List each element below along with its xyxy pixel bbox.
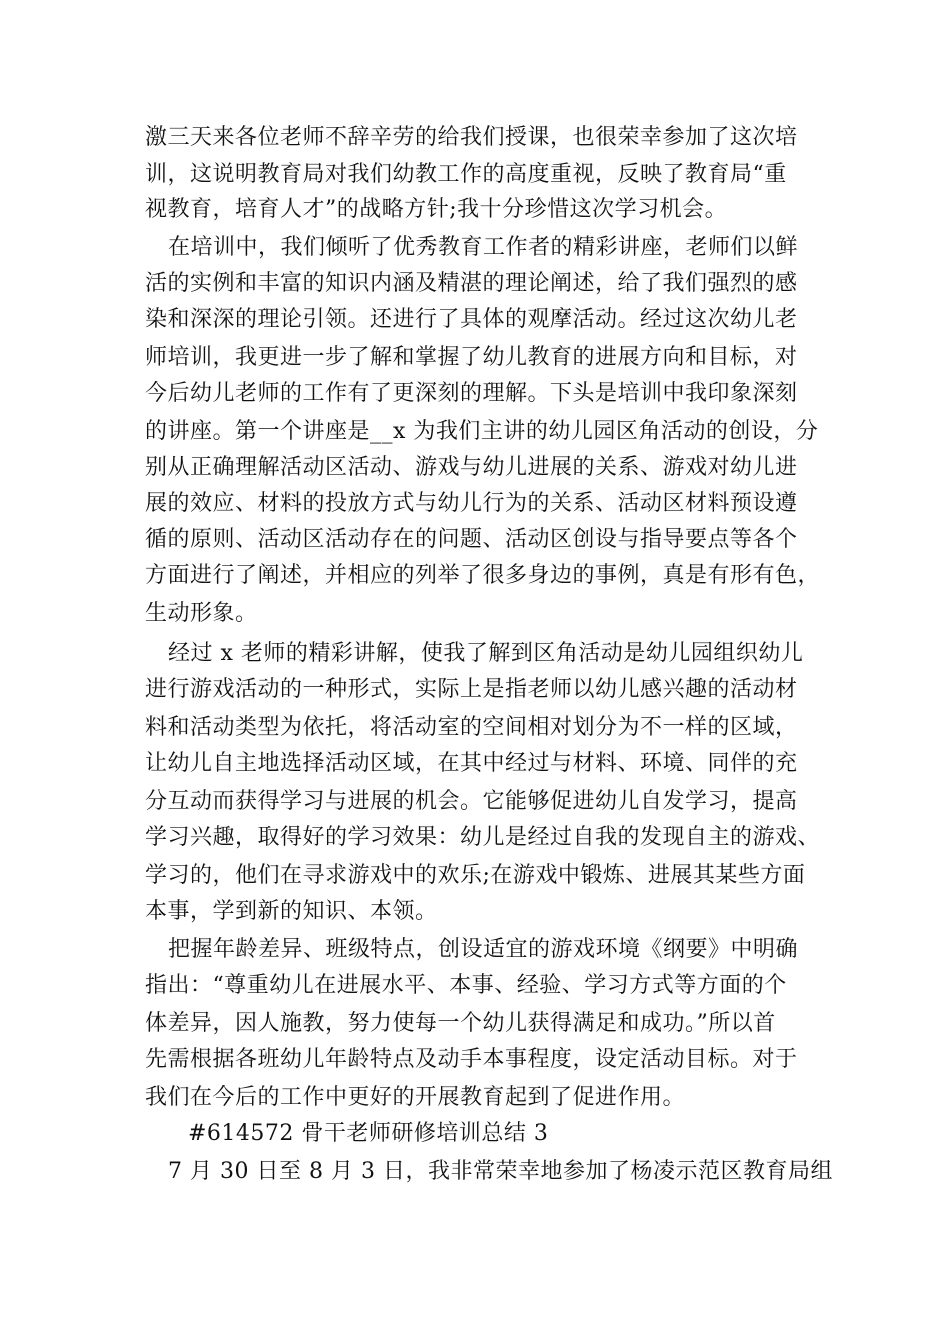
body-text-line: 展的效应、材料的投放方式与幼儿行为的关系、活动区材料预设遵 — [145, 491, 798, 516]
section-heading: #614572 骨干老师研修培训总结 3 — [188, 1121, 549, 1146]
body-text-line: 本事，学到新的知识、本领。 — [145, 899, 438, 924]
body-text-line: 先需根据各班幼儿年龄特点及动手本事程度，设定活动目标。对于 — [145, 1047, 798, 1072]
body-text-line: 料和活动类型为依托，将活动室的空间相对划分为不一样的区域， — [145, 715, 798, 740]
body-text-line: 循的原则、活动区活动存在的问题、活动区创设与指导要点等各个 — [145, 527, 798, 552]
body-text-line: 激三天来各位老师不辞辛劳的给我们授课，也很荣幸参加了这次培 — [145, 125, 798, 150]
paragraph-first-line: 在培训中，我们倾听了优秀教育工作者的精彩讲座，老师们以鲜 — [168, 235, 799, 260]
body-text-line: 视教育，培育人才”的战略方针;我十分珍惜这次学习机会。 — [145, 197, 728, 222]
paragraph-first-line: 经过 x 老师的精彩讲解，使我了解到区角活动是幼儿园组织幼儿 — [168, 641, 804, 666]
body-text-line: 活的实例和丰富的知识内涵及精湛的理论阐述，给了我们强烈的感 — [145, 271, 798, 296]
body-text-line: 学习的，他们在寻求游戏中的欢乐;在游戏中锻炼、进展其某些方面 — [145, 863, 806, 888]
body-text-line: 师培训，我更进一步了解和掌握了幼儿教育的进展方向和目标，对 — [145, 345, 798, 370]
body-text-line: 别从正确理解活动区活动、游戏与幼儿进展的关系、游戏对幼儿进 — [145, 455, 798, 480]
paragraph-first-line: 7 月 30 日至 8 月 3 日，我非常荣幸地参加了杨凌示范区教育局组 — [168, 1159, 833, 1184]
paragraph-first-line: 把握年龄差异、班级特点，创设适宜的游戏环境《纲要》中明确 — [168, 937, 799, 962]
body-text-line: 体差异，因人施教，努力使每一个幼儿获得满足和成功。”所以首 — [145, 1011, 776, 1036]
body-text-line: 今后幼儿老师的工作有了更深刻的理解。下头是培训中我印象深刻 — [145, 381, 798, 406]
body-text-line: 方面进行了阐述，并相应的列举了很多身边的事例，真是有形有色， — [145, 563, 821, 588]
body-text-line: 的讲座。第一个讲座是__x 为我们主讲的幼儿园区角活动的创设，分 — [145, 419, 819, 444]
body-text-line: 训，这说明教育局对我们幼教工作的高度重视，反映了教育局“重 — [145, 162, 787, 187]
body-text-line: 让幼儿自主地选择活动区域，在其中经过与材料、环境、同伴的充 — [145, 751, 798, 776]
body-text-line: 进行游戏活动的一种形式，实际上是指老师以幼儿感兴趣的活动材 — [145, 677, 798, 702]
body-text-line: 染和深深的理论引领。还进行了具体的观摩活动。经过这次幼儿老 — [145, 307, 798, 332]
body-text-line: 我们在今后的工作中更好的开展教育起到了促进作用。 — [145, 1085, 686, 1110]
body-text-line: 学习兴趣，取得好的学习效果：幼儿是经过自我的发现自主的游戏、 — [145, 825, 821, 850]
body-text-line: 指出：“尊重幼儿在进展水平、本事、经验、学习方式等方面的个 — [145, 973, 787, 998]
body-text-line: 分互动而获得学习与进展的机会。它能够促进幼儿自发学习，提高 — [145, 789, 798, 814]
body-text-line: 生动形象。 — [145, 601, 258, 626]
